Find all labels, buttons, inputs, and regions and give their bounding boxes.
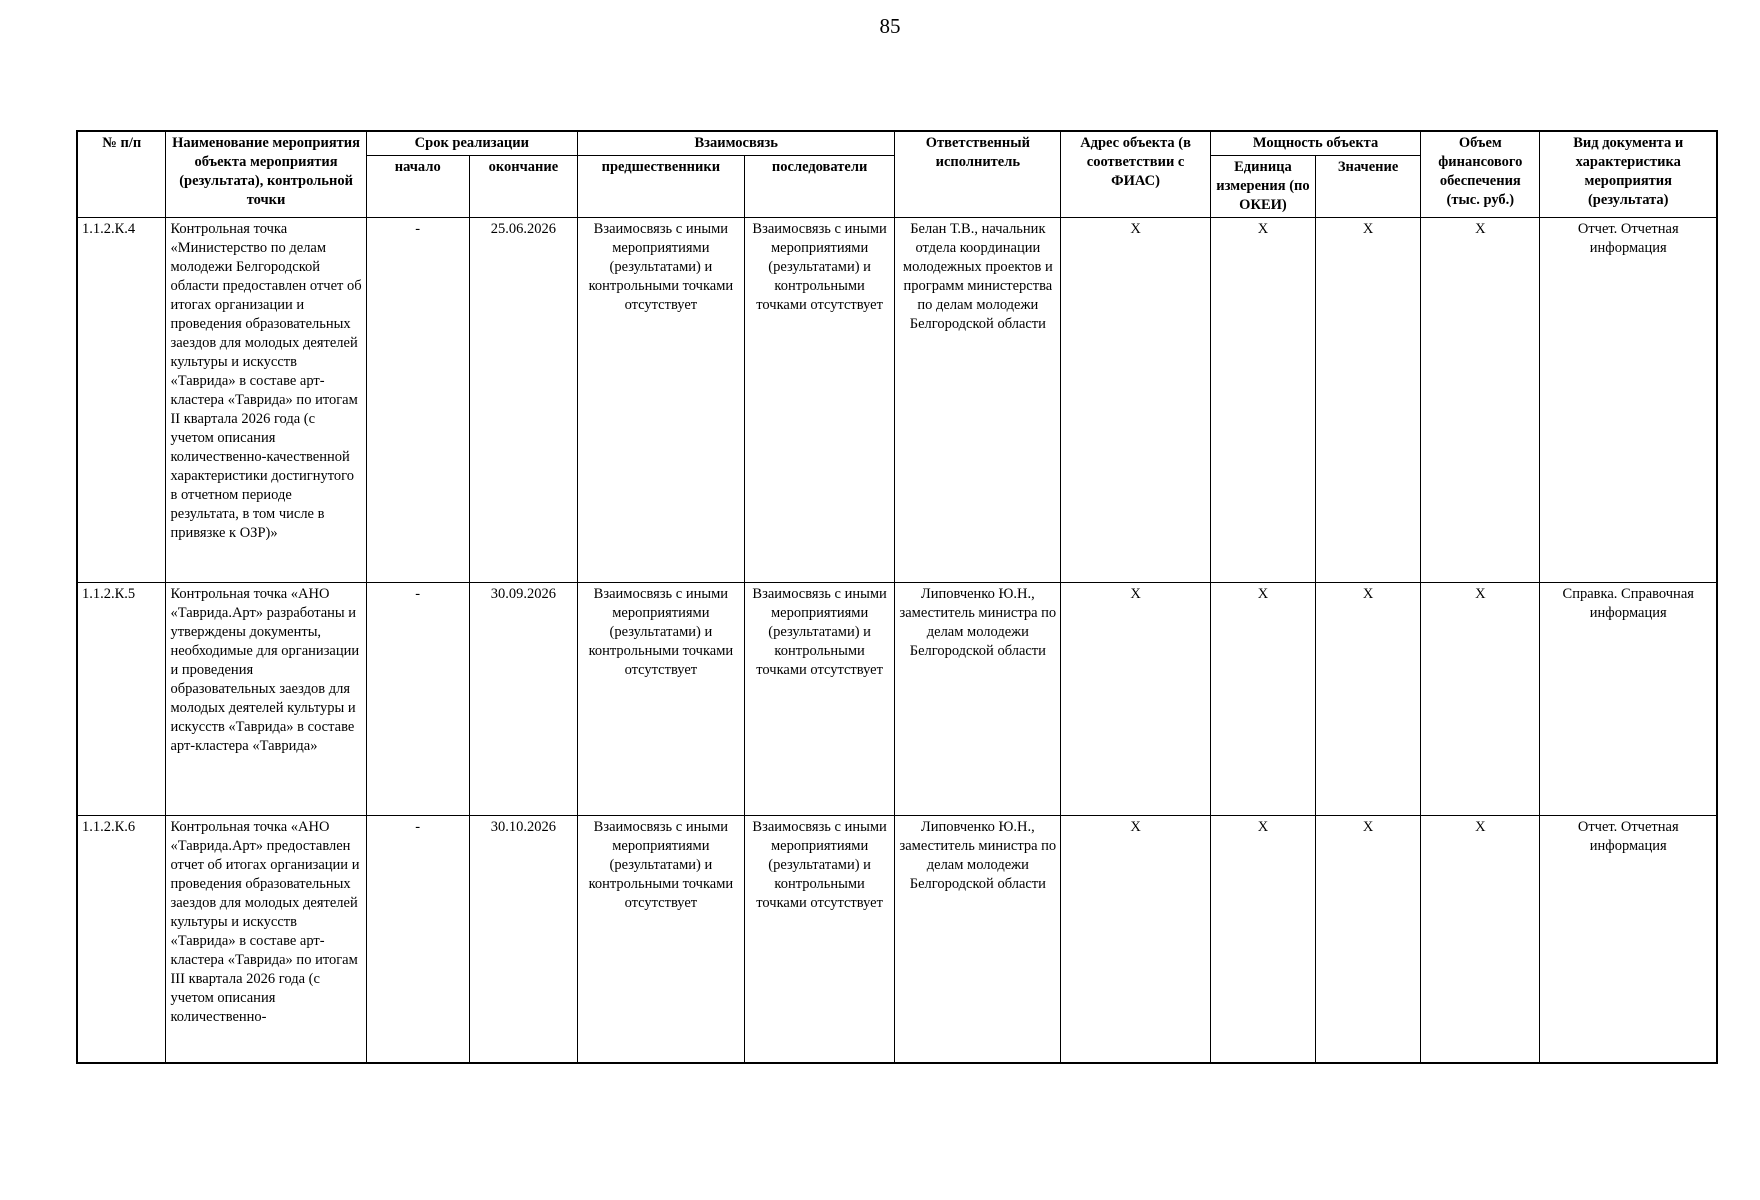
row-successors: Взаимосвязь с иными мероприятиями (результатами) и контрольными точками отсутствует bbox=[744, 583, 895, 816]
row-num: 1.1.2.К.4 bbox=[77, 218, 166, 583]
header-unit: Единица измерения (по ОКЕИ) bbox=[1210, 156, 1315, 218]
row-name: Контрольная точка «АНО «Таврида.Арт» предоставлен отчет об итогах организации и проведения образовательных заездов для молодых деятелей культуры и искусств «Таврида» в составе арт-кластера «Таврида» по итогам III квартала 2026 года (с учетом описания количественно- bbox=[166, 816, 366, 1064]
header-num: № п/п bbox=[77, 131, 166, 218]
page-number: 85 bbox=[879, 14, 901, 38]
header-value: Значение bbox=[1316, 156, 1421, 218]
header-term-end: окончание bbox=[469, 156, 577, 218]
row-start: - bbox=[366, 583, 469, 816]
row-unit: X bbox=[1210, 218, 1315, 583]
header-doc-type: Вид документа и характеристика мероприятия (результата) bbox=[1540, 131, 1717, 218]
row-start: - bbox=[366, 816, 469, 1064]
table-row bbox=[77, 816, 1717, 1064]
row-responsible: Белан Т.В., начальник отдела координации молодежных проектов и программ министерства по делам молодежи Белгородской области bbox=[895, 218, 1061, 583]
row-predecessors: Взаимосвязь с иными мероприятиями (результатами) и контрольными точками отсутствует bbox=[577, 816, 744, 1064]
row-name: Контрольная точка «АНО «Таврида.Арт» разработаны и утверждены документы, необходимые для организации и проведения образовательных заездов для молодых деятелей культуры и искусств «Таврида» в составе арт-кластера «Таврида» bbox=[166, 583, 366, 816]
row-finance: X bbox=[1421, 583, 1540, 816]
row-unit: X bbox=[1210, 816, 1315, 1064]
row-end: 30.10.2026 bbox=[469, 816, 577, 1064]
row-successors: Взаимосвязь с иными мероприятиями (результатами) и контрольными точками отсутствует bbox=[744, 218, 895, 583]
row-num: 1.1.2.К.5 bbox=[77, 583, 166, 816]
row-doc-type: Справка. Справочная информация bbox=[1540, 583, 1717, 816]
row-unit: X bbox=[1210, 583, 1315, 816]
header-responsible: Ответственный исполнитель bbox=[895, 131, 1061, 218]
table-row bbox=[77, 583, 1717, 816]
row-name: Контрольная точка «Министерство по делам молодежи Белгородской области предоставлен отчет об итогах организации и проведения образовательных заездов для молодых деятелей культуры и искусств «Таврида» в составе арт-кластера «Таврида» по итогам II квартала 2026 года (с учетом описания количественно-качественной характеристики достигнутого в отчетном периоде результата, в том числе в привязке к ОЗР)» bbox=[166, 218, 366, 583]
row-predecessors: Взаимосвязь с иными мероприятиями (результатами) и контрольными точками отсутствует bbox=[577, 583, 744, 816]
table-row bbox=[77, 218, 1717, 583]
row-predecessors: Взаимосвязь с иными мероприятиями (результатами) и контрольными точками отсутствует bbox=[577, 218, 744, 583]
row-successors: Взаимосвязь с иными мероприятиями (результатами) и контрольными точками отсутствует bbox=[744, 816, 895, 1064]
row-value: X bbox=[1316, 218, 1421, 583]
header-row-1 bbox=[77, 131, 1717, 156]
row-value: X bbox=[1316, 816, 1421, 1064]
header-finance: Объем финансового обеспечения (тыс. руб.) bbox=[1421, 131, 1540, 218]
header-name: Наименование мероприятия объекта мероприятия (результата), контрольной точки bbox=[166, 131, 366, 218]
row-doc-type: Отчет. Отчетная информация bbox=[1540, 816, 1717, 1064]
header-successors: последователи bbox=[744, 156, 895, 218]
row-doc-type: Отчет. Отчетная информация bbox=[1540, 218, 1717, 583]
row-address: X bbox=[1061, 583, 1211, 816]
row-end: 25.06.2026 bbox=[469, 218, 577, 583]
row-responsible: Липовченко Ю.Н., заместитель министра по делам молодежи Белгородской области bbox=[895, 583, 1061, 816]
row-finance: X bbox=[1421, 218, 1540, 583]
row-end: 30.09.2026 bbox=[469, 583, 577, 816]
header-term-start: начало bbox=[366, 156, 469, 218]
row-address: X bbox=[1061, 218, 1211, 583]
row-address: X bbox=[1061, 816, 1211, 1064]
row-value: X bbox=[1316, 583, 1421, 816]
header-address: Адрес объекта (в соответствии с ФИАС) bbox=[1061, 131, 1211, 218]
header-predecessors: предшественники bbox=[577, 156, 744, 218]
row-responsible: Липовченко Ю.Н., заместитель министра по делам молодежи Белгородской области bbox=[895, 816, 1061, 1064]
plan-table bbox=[76, 130, 1718, 1064]
row-finance: X bbox=[1421, 816, 1540, 1064]
header-term: Срок реализации bbox=[366, 131, 577, 156]
row-num: 1.1.2.К.6 bbox=[77, 816, 166, 1064]
row-start: - bbox=[366, 218, 469, 583]
header-capacity: Мощность объекта bbox=[1210, 131, 1420, 156]
header-relation: Взаимосвязь bbox=[577, 131, 894, 156]
